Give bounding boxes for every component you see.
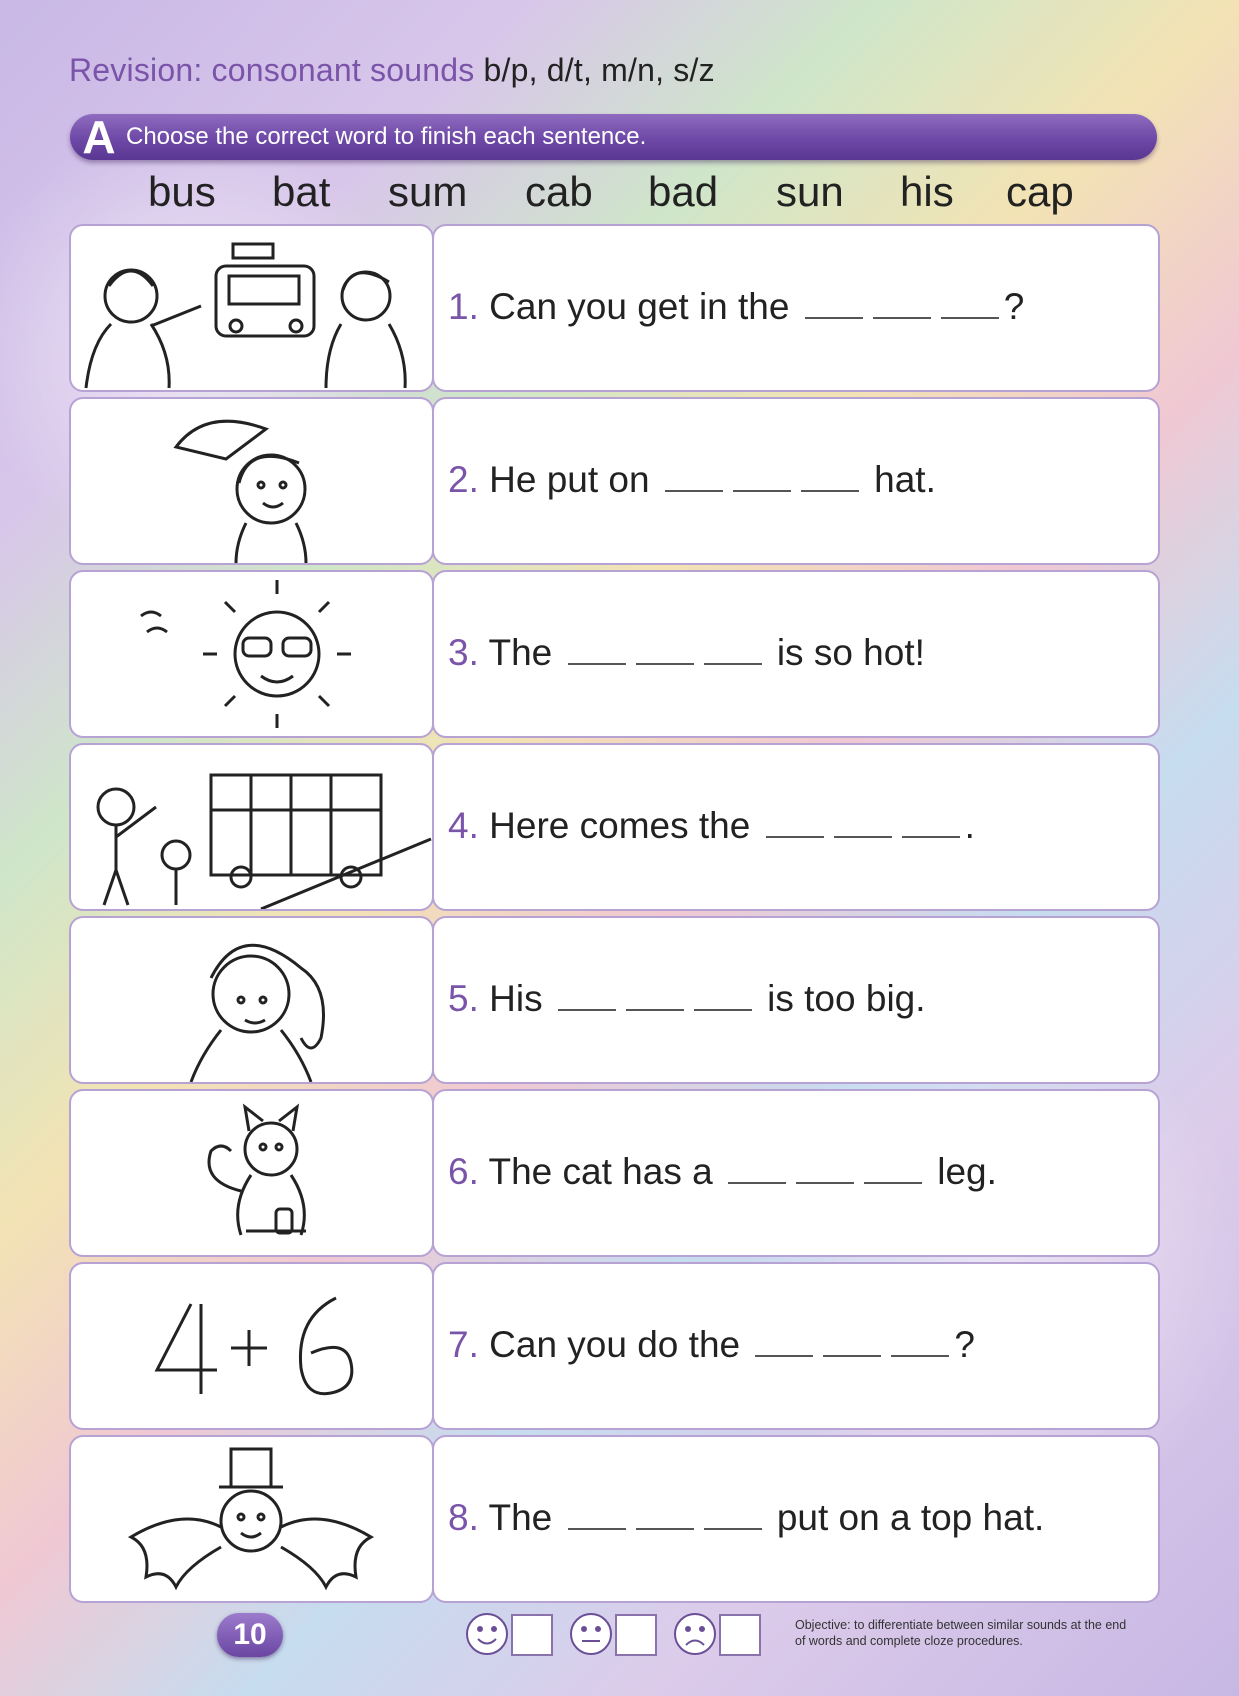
exercise-number: 3. <box>448 632 479 673</box>
exercise-row <box>69 1435 1158 1601</box>
sentence-box: 3. The is so hot! <box>432 570 1160 738</box>
answer-blank[interactable] <box>766 832 824 838</box>
exercise-number: 8. <box>448 1497 479 1538</box>
answer-blank[interactable] <box>805 313 863 319</box>
word-bank-item: his <box>900 168 954 215</box>
answer-blank[interactable] <box>728 1178 786 1184</box>
exercise-number: 6. <box>448 1151 479 1192</box>
word-bank-item: bad <box>648 168 719 215</box>
exercise-row <box>69 1089 1158 1255</box>
tick-box[interactable] <box>511 1614 553 1656</box>
word-bank-item: bat <box>272 168 331 215</box>
exercise-number: 4. <box>448 805 479 846</box>
exercise-number: 5. <box>448 978 479 1019</box>
word-bank-item: sum <box>388 168 468 215</box>
answer-blank[interactable] <box>568 659 626 665</box>
answer-blank[interactable] <box>801 486 859 492</box>
sentence-box: 2. He put on hat. <box>432 397 1160 565</box>
sad-face-icon <box>673 1612 717 1656</box>
instruction-banner <box>70 111 1157 163</box>
happy-face-icon <box>465 1612 509 1656</box>
answer-blank[interactable] <box>558 1005 616 1011</box>
self-assessment-happy <box>465 1610 555 1660</box>
answer-blank[interactable] <box>704 1524 762 1530</box>
answer-blank[interactable] <box>864 1178 922 1184</box>
tick-box[interactable] <box>719 1614 761 1656</box>
answer-blank[interactable] <box>902 832 960 838</box>
section-letter: A <box>82 111 116 163</box>
neutral-face-icon <box>569 1612 613 1656</box>
page-number: 10 <box>217 1613 283 1657</box>
answer-blank[interactable] <box>665 486 723 492</box>
exercise-number: 2. <box>448 459 479 500</box>
bus-stop-icon <box>69 743 434 911</box>
word-bank-item: cab <box>525 168 593 215</box>
sun-with-sunglasses-icon <box>69 570 434 738</box>
answer-blank[interactable] <box>941 313 999 319</box>
instruction-text: Choose the correct word to finish each sentence. <box>126 123 647 150</box>
sentence-box: 5. His is too big. <box>432 916 1160 1084</box>
sentence-box: 8. The put on a top hat. <box>432 1435 1160 1603</box>
answer-blank[interactable] <box>796 1178 854 1184</box>
sentence-box: 1. Can you get in the ? <box>432 224 1160 392</box>
answer-blank[interactable] <box>834 832 892 838</box>
taxi-scene-icon <box>69 224 434 392</box>
answer-blank[interactable] <box>823 1351 881 1357</box>
page-title: Revision: consonant sounds b/p, d/t, m/n, s/z <box>69 52 715 88</box>
answer-blank[interactable] <box>636 1524 694 1530</box>
answer-blank[interactable] <box>891 1351 949 1357</box>
sentence-box: 4. Here comes the . <box>432 743 1160 911</box>
exercise-row <box>69 570 1158 736</box>
tick-box[interactable] <box>615 1614 657 1656</box>
answer-blank[interactable] <box>694 1005 752 1011</box>
self-assessment-sad <box>673 1610 763 1660</box>
word-bank-item: sun <box>776 168 844 215</box>
answer-blank[interactable] <box>873 313 931 319</box>
answer-blank[interactable] <box>704 659 762 665</box>
answer-blank[interactable] <box>626 1005 684 1011</box>
bat-with-top-hat-icon <box>69 1435 434 1603</box>
exercise-row <box>69 1262 1158 1428</box>
word-bank-item: cap <box>1006 168 1074 215</box>
boy-with-hat-icon <box>69 397 434 565</box>
answer-blank[interactable] <box>755 1351 813 1357</box>
exercise-row <box>69 224 1158 390</box>
math-sum-icon <box>69 1262 434 1430</box>
word-bank <box>140 168 1100 218</box>
exercise-row <box>69 916 1158 1082</box>
exercise-row <box>69 397 1158 563</box>
answer-blank[interactable] <box>636 659 694 665</box>
answer-blank[interactable] <box>568 1524 626 1530</box>
self-assessment-neutral <box>569 1610 659 1660</box>
word-bank-item: bus <box>148 168 216 215</box>
cat-with-bandage-icon <box>69 1089 434 1257</box>
exercise-row <box>69 743 1158 909</box>
answer-blank[interactable] <box>733 486 791 492</box>
sentence-box: 6. The cat has a leg. <box>432 1089 1160 1257</box>
objective-text: Objective: to differentiate between similar sounds at the end of words and complete cloze procedures. <box>795 1618 1127 1648</box>
sentence-box: 7. Can you do the ? <box>432 1262 1160 1430</box>
boy-with-cap-icon <box>69 916 434 1084</box>
exercise-number: 7. <box>448 1324 479 1365</box>
exercise-number: 1. <box>448 286 479 327</box>
